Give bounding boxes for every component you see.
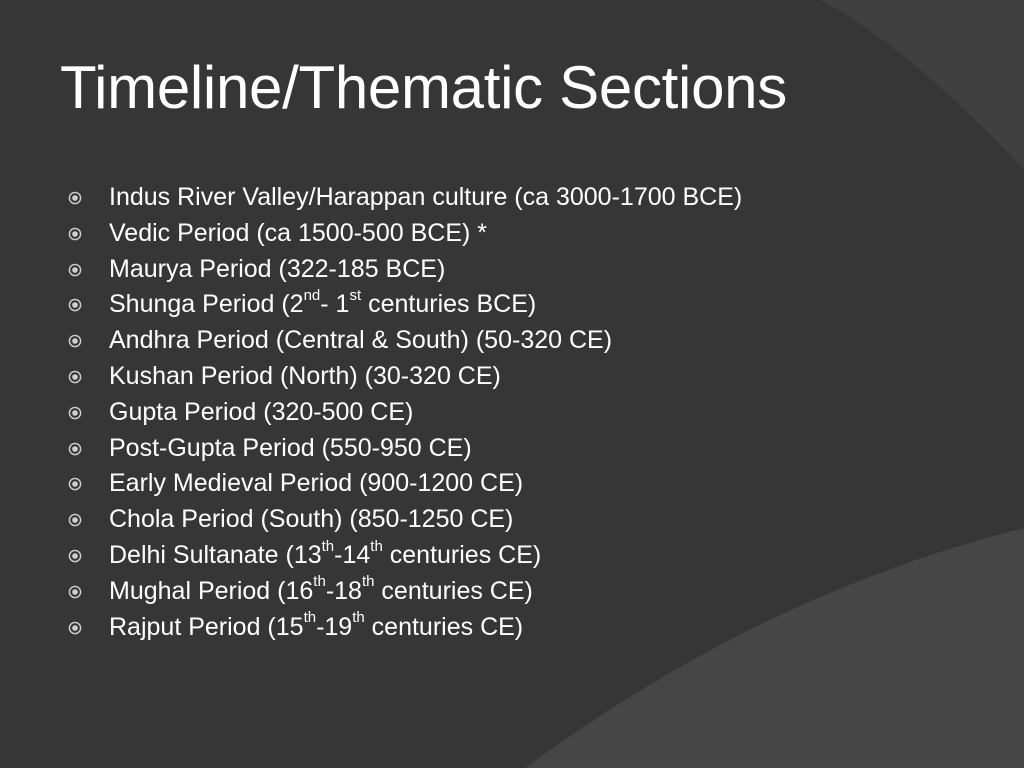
list-item-text (109, 505, 513, 533)
superscript-suffix: th (370, 537, 383, 555)
list-item (68, 610, 742, 646)
list-item-text-segment: Early Medieval Period (900-1200 CE) (109, 469, 524, 498)
list-item-text-segment: Andhra Period (Central & South) (50-320 CE) (109, 326, 613, 355)
circle-dot-bullet-icon (68, 585, 82, 599)
list-item-text-segment: -19 (316, 612, 353, 641)
list-item (68, 502, 742, 538)
list-item-text-segment: Chola Period (South) (850-1250 CE) (109, 505, 514, 534)
list-item-text (109, 434, 472, 462)
circle-dot-bullet-icon (68, 334, 82, 348)
list-item-text-segment: centuries CE) (364, 612, 524, 641)
superscript-suffix: th (321, 537, 335, 555)
list-item-text-segment: Post-Gupta Period (550-950 CE) (109, 433, 472, 462)
list-item (68, 359, 742, 395)
list-item-text-segment: centuries CE) (382, 540, 542, 569)
list-item-text-segment: Vedic Period (ca 1500-500 BCE) * (109, 218, 487, 247)
circle-dot-bullet-icon (68, 442, 82, 456)
list-item (68, 252, 742, 288)
list-item-text (109, 255, 445, 283)
slide-title: Timeline/Thematic Sections (60, 54, 787, 121)
timeline-list (68, 180, 742, 645)
list-item-text-segment: Indus River Valley/Harappan culture (ca 3000-1700 BCE) (109, 183, 743, 211)
circle-dot-bullet-icon (68, 370, 82, 384)
list-item-text-segment: Shunga Period (2 (109, 290, 304, 319)
list-item-text (109, 398, 413, 426)
list-item-text-segment: -18 (325, 576, 362, 605)
superscript-suffix: nd (303, 287, 321, 305)
superscript-suffix: th (361, 573, 375, 591)
list-item-text (109, 287, 537, 319)
list-item-text (109, 183, 742, 211)
list-item (68, 395, 742, 431)
list-item-text (109, 362, 501, 390)
circle-dot-bullet-icon (68, 406, 82, 420)
superscript-suffix: st (349, 287, 362, 305)
list-item-text (109, 573, 533, 605)
circle-dot-bullet-icon (68, 549, 82, 563)
list-item-text-segment: Mughal Period (16 (109, 576, 314, 605)
circle-dot-bullet-icon (68, 191, 82, 205)
list-item (68, 431, 742, 467)
list-item (68, 180, 742, 216)
list-item (68, 466, 742, 502)
list-item-text-segment: Gupta Period (320-500 CE) (109, 397, 414, 426)
circle-dot-bullet-icon (68, 513, 82, 527)
list-item (68, 538, 742, 574)
list-item (68, 287, 742, 323)
circle-dot-bullet-icon (68, 227, 82, 241)
list-item-text (109, 469, 523, 497)
list-item-text-segment: -14 (334, 540, 371, 569)
list-item (68, 574, 742, 610)
list-item-text-segment: centuries BCE) (361, 290, 537, 319)
circle-dot-bullet-icon (68, 477, 82, 491)
list-item-text (109, 326, 612, 354)
list-item-text (109, 609, 524, 641)
list-item-text-segment: Maurya Period (322-185 BCE) (109, 254, 446, 283)
list-item-text-segment: - 1 (320, 290, 350, 319)
circle-dot-bullet-icon (68, 263, 82, 277)
list-item (68, 216, 742, 252)
list-item-text-segment: Kushan Period (North) (30-320 CE) (109, 361, 501, 390)
list-item-text-segment: Rajput Period (15 (109, 612, 304, 641)
superscript-suffix: th (303, 609, 317, 627)
circle-dot-bullet-icon (68, 298, 82, 312)
circle-dot-bullet-icon (68, 621, 82, 635)
list-item-text-segment: Delhi Sultanate (13 (109, 540, 322, 569)
list-item-text (109, 537, 542, 569)
superscript-suffix: th (352, 609, 365, 627)
list-item-text (109, 219, 487, 247)
superscript-suffix: th (313, 573, 326, 591)
background-curve-top-right (820, 0, 1024, 170)
list-item-text-segment: centuries CE) (374, 576, 533, 605)
list-item (68, 323, 742, 359)
